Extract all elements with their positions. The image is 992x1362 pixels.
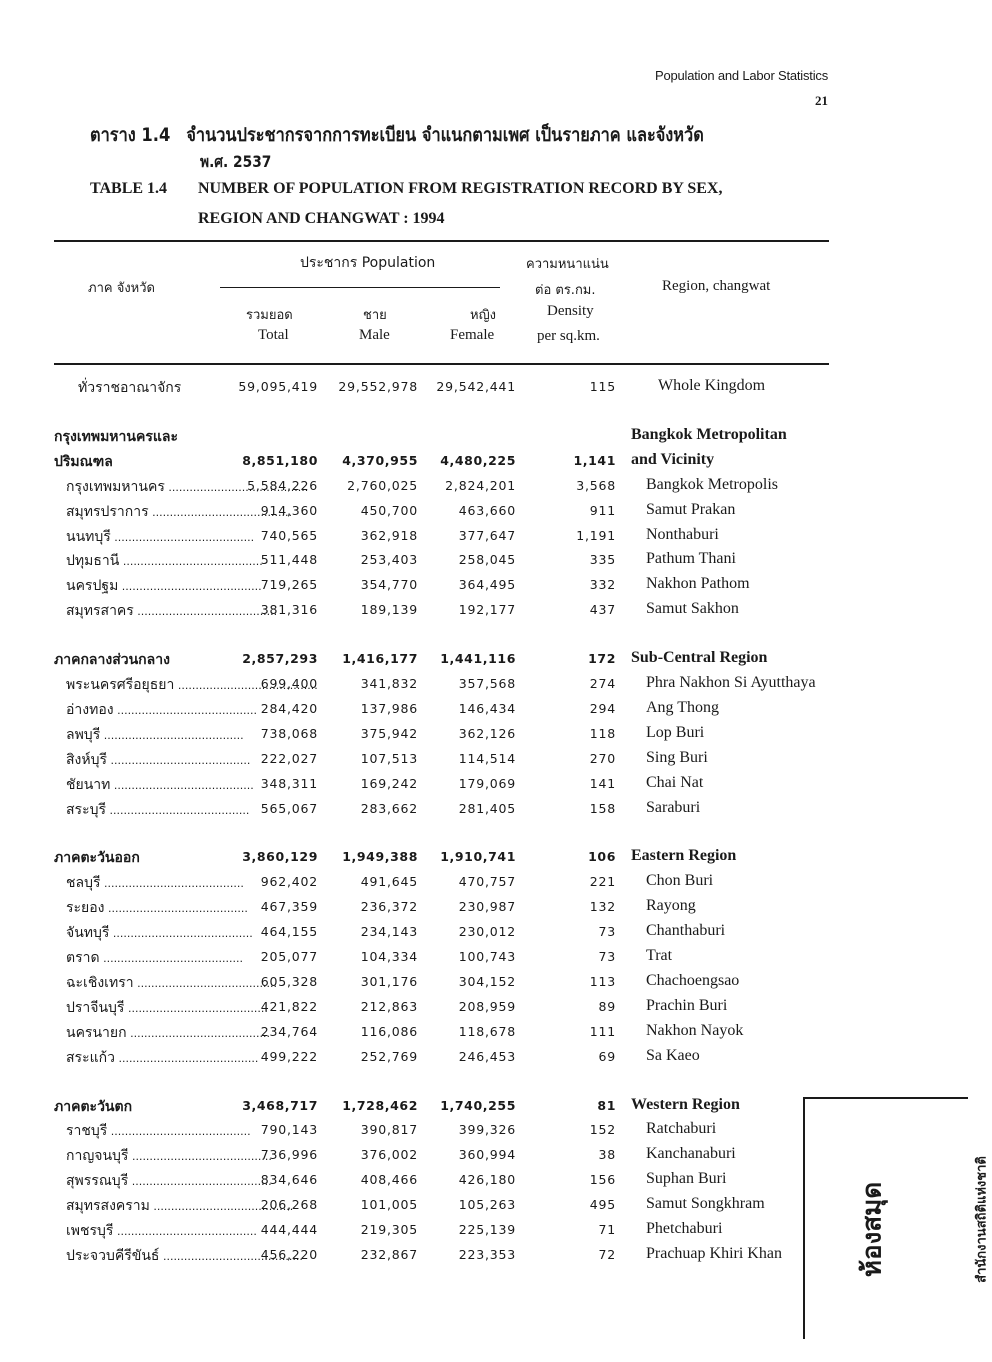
row-name-thai: สมุทรสาคร .....	[66, 600, 214, 622]
row-female: 399,326	[458, 1122, 516, 1138]
stamp-library-text: ห้องสมุด	[857, 1181, 888, 1278]
row-male: 450,700	[360, 502, 418, 518]
row-male: 2,760,025	[347, 477, 418, 493]
table-row	[54, 972, 844, 996]
row-male: 376,002	[360, 1147, 418, 1163]
row-total: 511,448	[260, 552, 318, 568]
row-total: 59,095,419	[238, 379, 318, 394]
row-female: 362,126	[458, 725, 516, 741]
row-female: 2,824,201	[445, 477, 516, 493]
row-density: 270	[589, 750, 616, 766]
row-male: 234,143	[360, 924, 418, 940]
row-female: 281,405	[458, 800, 516, 816]
row-male: 375,942	[360, 725, 418, 741]
row-name-thai: ชลบุรี .....	[66, 872, 214, 894]
row-name-english: Ratchaburi	[646, 1120, 717, 1138]
row-name-thai: ชัยนาท .....	[66, 774, 214, 796]
row-density: 69	[598, 1048, 616, 1064]
row-density: 221	[589, 874, 616, 890]
row-density: 81	[597, 1097, 616, 1113]
row-name-english: Ang Thong	[646, 698, 720, 716]
row-male: 252,769	[360, 1048, 418, 1064]
table-row	[54, 1022, 844, 1046]
top-rule	[54, 240, 829, 242]
row-male: 169,242	[360, 775, 418, 791]
page-number: 21	[815, 93, 828, 108]
table-row	[54, 451, 844, 475]
row-total: 381,316	[260, 602, 318, 618]
row-name-thai: สมุทรสงคราม .....	[66, 1195, 214, 1217]
row-female: 377,647	[458, 527, 516, 543]
row-density: 1,141	[573, 452, 616, 468]
row-name-thai: สระแก้ว .....	[66, 1047, 214, 1069]
row-male: 491,645	[360, 874, 418, 890]
row-name-english: Chon Buri	[646, 872, 714, 890]
row-total: 467,359	[260, 899, 318, 915]
row-female: 100,743	[458, 949, 516, 964]
row-total: 962,402	[260, 874, 318, 890]
row-total: 605,328	[260, 973, 318, 989]
row-name-thai: ปราจีนบุรี .....	[66, 997, 214, 1019]
row-name-thai: ปทุมธานี .....	[66, 550, 214, 572]
row-name-english: Prachuap Khiri Khan	[646, 1244, 782, 1262]
row-density: 71	[598, 1222, 616, 1237]
row-name-english: Pathum Thani	[646, 550, 736, 568]
row-density: 72	[598, 1246, 616, 1262]
row-female: 225,139	[458, 1222, 516, 1237]
row-male: 1,949,388	[342, 849, 418, 865]
row-name-english: Chachoengsao	[646, 971, 740, 989]
table-row	[54, 872, 844, 896]
table-row	[54, 575, 844, 599]
row-total: 5,584,226	[247, 477, 318, 493]
row-male: 1,416,177	[342, 651, 418, 667]
row-name-thai: ภาคกลางส่วนกลาง	[54, 652, 170, 669]
row-female: 470,757	[458, 874, 516, 890]
row-male: 341,832	[360, 676, 418, 691]
row-name-thai: สมุทรปราการ .....	[66, 501, 214, 523]
row-name-thai: กรุงเทพมหานคร .....	[66, 476, 214, 498]
row-density: 158	[589, 800, 616, 816]
table-row	[54, 501, 844, 525]
row-name-english: Prachin Buri	[646, 996, 728, 1014]
row-name-english: Lop Buri	[646, 723, 705, 741]
row-name-english: Trat	[646, 947, 673, 964]
row-female: 192,177	[458, 602, 516, 618]
row-female: 1,910,741	[440, 849, 516, 865]
row-total: 834,646	[260, 1172, 318, 1188]
row-female: 208,959	[458, 998, 516, 1014]
row-female: 258,045	[458, 552, 516, 568]
table-row	[54, 699, 844, 723]
row-name-english: Sing Buri	[646, 748, 708, 766]
row-total: 222,027	[260, 750, 318, 766]
row-density: 132	[589, 899, 616, 915]
row-name-english: Chai Nat	[646, 773, 704, 791]
row-female: 1,740,255	[440, 1097, 516, 1113]
row-male: 301,176	[360, 973, 418, 989]
table-row	[54, 550, 844, 574]
table-title-english-text: NUMBER OF POPULATION FROM REGISTRATION RECORD BY SEX,	[198, 180, 723, 197]
row-density: 113	[589, 973, 616, 989]
row-name-thai: นครนายก .....	[66, 1022, 214, 1044]
row-total: 206,268	[260, 1197, 318, 1213]
row-density: 437	[589, 602, 616, 618]
row-male: 283,662	[360, 800, 418, 816]
row-name-thai: ระยอง .....	[66, 897, 214, 919]
row-name-english: Nonthaburi	[646, 525, 719, 543]
table-row	[54, 847, 844, 871]
row-density: 38	[598, 1147, 616, 1163]
row-name-thai: กรุงเทพมหานครและ	[54, 428, 178, 445]
row-total: 444,444	[260, 1222, 318, 1237]
row-female: 360,994	[458, 1147, 516, 1163]
header-female-thai: หญิง	[470, 308, 496, 323]
table-row	[54, 649, 844, 673]
table-row	[54, 377, 844, 401]
table-row	[54, 526, 844, 550]
row-name-english: Phetchaburi	[646, 1220, 723, 1237]
table-row	[54, 724, 844, 748]
table-row	[54, 1096, 844, 1120]
table-title-english-line2: REGION AND CHANGWAT : 1994	[198, 210, 445, 227]
row-male: 1,728,462	[342, 1097, 418, 1113]
row-density: 115	[589, 379, 616, 394]
row-total: 8,851,180	[242, 452, 318, 468]
row-name-thai: พระนครศรีอยุธยา .....	[66, 674, 214, 696]
row-name-thai: สุพรรณบุรี .....	[66, 1170, 214, 1192]
row-total: 421,822	[260, 998, 318, 1014]
row-female: 246,453	[458, 1048, 516, 1064]
row-male: 29,552,978	[338, 379, 418, 394]
row-total: 3,860,129	[242, 849, 318, 865]
header-total-thai: รวมยอด	[246, 308, 293, 323]
row-name-english: and Vicinity	[631, 450, 715, 468]
row-name-thai: ลพบุรี .....	[66, 724, 214, 746]
row-total: 736,996	[260, 1147, 318, 1163]
row-male: 232,867	[360, 1246, 418, 1262]
row-density: 294	[589, 700, 616, 716]
row-female: 29,542,441	[436, 379, 516, 394]
row-name-thai: ประจวบคีรีขันธ์ .....	[66, 1245, 214, 1267]
row-total: 2,857,293	[242, 651, 318, 667]
header-bottom-rule	[54, 363, 829, 365]
population-group-rule	[220, 287, 500, 288]
row-density: 1,191	[576, 527, 616, 543]
row-total: 464,155	[260, 924, 318, 940]
header-female: Female	[450, 327, 495, 343]
row-name-thai: นครปฐม .....	[66, 575, 214, 597]
row-density: 495	[589, 1197, 616, 1213]
row-male: 362,918	[360, 527, 418, 543]
row-density: 3,568	[576, 477, 616, 493]
header-total: Total	[258, 327, 289, 343]
row-male: 4,370,955	[342, 452, 418, 468]
table-title-thai-text: จำนวนประชากรจากการทะเบียน จำแนกตามเพศ เป็นรายภาค และจังหวัด	[186, 124, 704, 146]
table-title-thai-year: พ.ศ. 2537	[200, 152, 272, 171]
row-male: 253,403	[360, 552, 418, 568]
row-density: 73	[598, 949, 616, 964]
row-density: 335	[589, 552, 616, 568]
row-female: 357,568	[458, 676, 516, 691]
running-head: Population and Labor Statistics	[654, 68, 828, 83]
row-female: 364,495	[458, 577, 516, 593]
row-total: 284,420	[260, 700, 318, 716]
row-female: 4,480,225	[440, 452, 516, 468]
row-name-thai: ตราด .....	[66, 947, 214, 969]
row-male: 189,139	[360, 602, 418, 618]
row-name-english: Bangkok Metropolitan	[631, 425, 787, 443]
row-name-english: Eastern Region	[631, 847, 737, 865]
row-name-thai: นนทบุรี .....	[66, 526, 214, 548]
table-label-thai: ตาราง 1.4	[90, 124, 171, 146]
row-name-english: Chanthaburi	[646, 922, 726, 940]
row-name-thai: สิงห์บุรี .....	[66, 749, 214, 771]
stamp-office-text: สำนักงานสถิติแห่งชาติ	[974, 1156, 990, 1283]
row-density: 332	[589, 577, 616, 593]
row-name-thai: ทั่วราชอาณาจักร	[78, 380, 182, 396]
row-name-english: Nakhon Pathom	[646, 575, 750, 593]
row-name-english: Samut Prakan	[646, 500, 736, 518]
row-female: 118,678	[458, 1023, 516, 1039]
row-name-thai: กาญจนบุรี .....	[66, 1145, 214, 1167]
table-row	[54, 1220, 844, 1244]
table-row	[54, 799, 844, 823]
row-name-english: Samut Sakhon	[646, 600, 739, 618]
table-row	[54, 922, 844, 946]
row-female: 146,434	[458, 700, 516, 716]
table-row	[54, 997, 844, 1021]
table-title-thai	[90, 120, 704, 150]
header-density-thai-2: ต่อ ตร.กม.	[535, 283, 596, 298]
row-male: 212,863	[360, 998, 418, 1014]
row-density: 73	[598, 924, 616, 940]
row-female: 463,660	[458, 502, 516, 518]
row-male: 101,005	[360, 1197, 418, 1213]
row-name-thai: อ่างทอง .....	[66, 699, 214, 721]
row-male: 137,986	[360, 700, 418, 716]
library-stamp	[803, 1097, 990, 1339]
row-male: 236,372	[360, 899, 418, 915]
table-row	[54, 774, 844, 798]
row-density: 111	[589, 1023, 616, 1039]
row-name-english: Sub-Central Region	[631, 649, 768, 667]
row-name-thai: จันทบุรี .....	[66, 922, 214, 944]
row-male: 116,086	[360, 1023, 418, 1039]
row-name-english: Phra Nakhon Si Ayutthaya	[646, 674, 816, 691]
row-density: 172	[588, 651, 616, 667]
row-name-english: Western Region	[631, 1095, 740, 1113]
table-row	[54, 1195, 844, 1219]
row-name-thai: ภาคตะวันออก	[54, 850, 140, 867]
row-total: 790,143	[260, 1122, 318, 1138]
row-density: 274	[589, 676, 616, 691]
table-row	[54, 600, 844, 624]
row-name-english: Samut Songkhram	[646, 1195, 765, 1213]
row-name-thai: ภาคตะวันตก	[54, 1098, 133, 1115]
row-male: 104,334	[360, 949, 418, 964]
table-row	[54, 426, 844, 450]
row-female: 230,012	[458, 924, 516, 940]
row-male: 107,513	[360, 750, 418, 766]
row-total: 914,360	[260, 502, 318, 518]
row-female: 230,987	[458, 899, 516, 915]
row-male: 354,770	[360, 577, 418, 593]
row-total: 738,068	[260, 725, 318, 741]
row-density: 89	[598, 998, 616, 1014]
table-row	[54, 1170, 844, 1194]
row-name-thai: เพชรบุรี .....	[66, 1220, 214, 1242]
row-name-english: Rayong	[646, 897, 696, 915]
row-name-thai: ราชบุรี .....	[66, 1120, 214, 1142]
row-total: 3,468,717	[242, 1097, 318, 1113]
row-total: 740,565	[260, 527, 318, 543]
row-male: 390,817	[360, 1122, 418, 1138]
row-density: 141	[589, 775, 616, 791]
row-male: 219,305	[360, 1222, 418, 1237]
row-total: 205,077	[260, 949, 318, 964]
table-label-english: TABLE 1.4	[90, 180, 168, 197]
row-female: 114,514	[458, 750, 516, 766]
row-density: 911	[589, 502, 616, 518]
row-total: 565,067	[260, 800, 318, 816]
header-density-2: per sq.km.	[537, 328, 600, 344]
table-row	[54, 947, 844, 971]
row-name-english: Nakhon Nayok	[646, 1021, 744, 1039]
row-name-thai: ปริมณฑล	[54, 453, 113, 470]
header-male-thai: ชาย	[363, 308, 387, 323]
table-row	[54, 1120, 844, 1144]
row-total: 456,220	[260, 1246, 318, 1262]
row-total: 348,311	[260, 775, 318, 791]
row-density: 156	[589, 1172, 616, 1188]
row-name-thai: ฉะเชิงเทรา .....	[66, 972, 214, 994]
row-name-english: Suphan Buri	[646, 1170, 727, 1188]
header-region-thai: ภาค จังหวัด	[88, 281, 155, 296]
row-name-english: Saraburi	[646, 798, 701, 816]
row-total: 699,400	[260, 676, 318, 691]
row-density: 152	[589, 1122, 616, 1138]
header-region-english: Region, changwat	[662, 278, 771, 294]
row-female: 223,353	[458, 1246, 516, 1262]
row-female: 179,069	[458, 775, 516, 791]
header-population-group: ประชากร Population	[300, 255, 436, 271]
row-male: 408,466	[360, 1172, 418, 1188]
row-name-english: Kanchanaburi	[646, 1145, 736, 1163]
row-name-english: Sa Kaeo	[646, 1046, 700, 1064]
row-female: 105,263	[458, 1197, 516, 1213]
table-row	[54, 476, 844, 500]
table-row	[54, 749, 844, 773]
row-female: 304,152	[458, 973, 516, 989]
row-total: 719,265	[260, 577, 318, 593]
row-name-english: Bangkok Metropolis	[646, 475, 778, 493]
table-row	[54, 1145, 844, 1169]
row-female: 426,180	[458, 1172, 516, 1188]
header-male: Male	[359, 327, 390, 343]
row-name-thai: สระบุรี .....	[66, 799, 214, 821]
table-title-english	[90, 180, 722, 198]
header-density-thai-1: ความหนาแน่น	[526, 257, 609, 272]
table-row	[54, 1047, 844, 1071]
table-row	[54, 1245, 844, 1269]
table-row	[54, 674, 844, 698]
row-total: 234,764	[260, 1023, 318, 1039]
row-name-english: Whole Kingdom	[658, 377, 766, 394]
row-density: 106	[588, 849, 616, 865]
table-row	[54, 897, 844, 921]
row-female: 1,441,116	[440, 651, 516, 667]
row-total: 499,222	[260, 1048, 318, 1064]
header-density-1: Density	[547, 303, 594, 319]
row-density: 118	[589, 725, 616, 741]
